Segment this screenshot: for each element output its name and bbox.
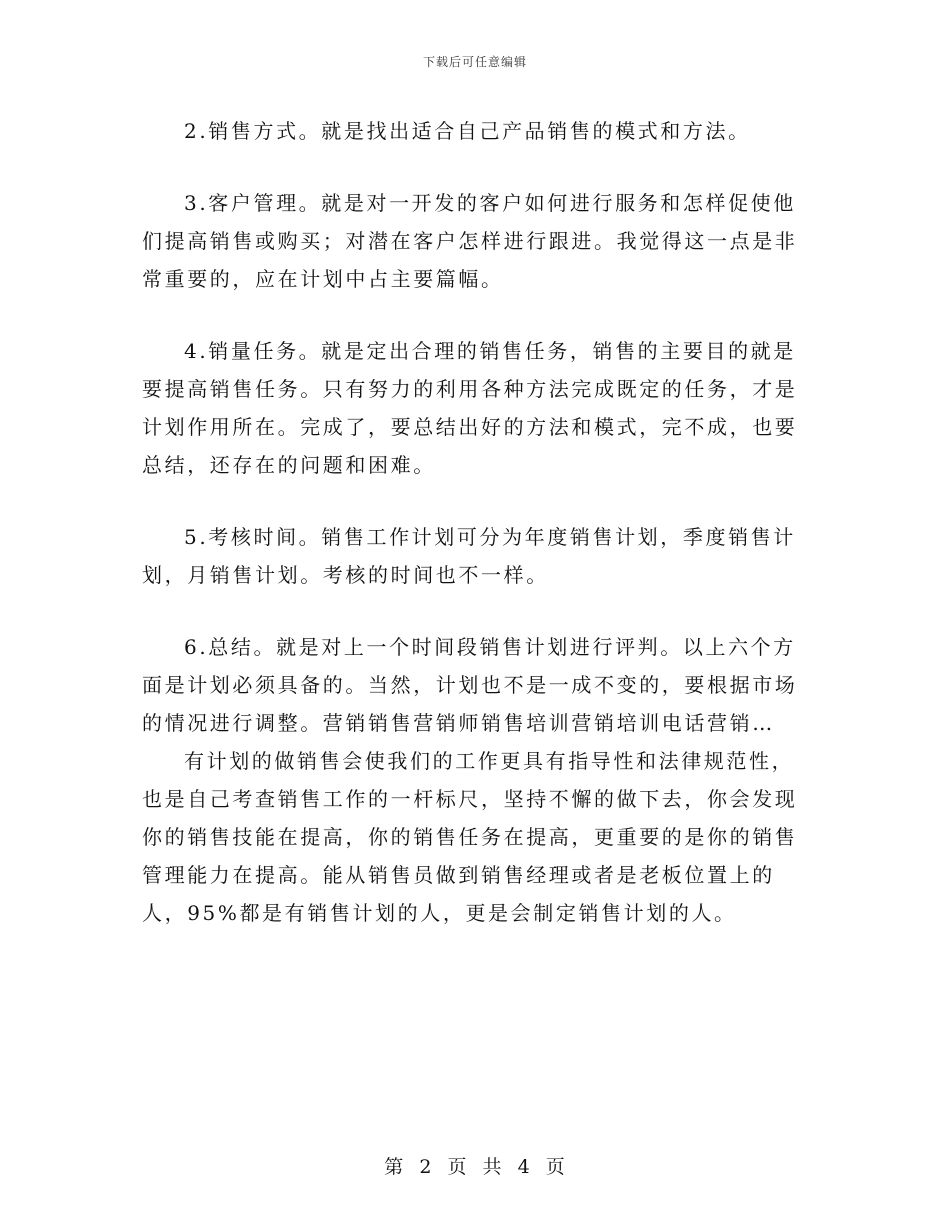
footer-total-word: 共 [482, 1156, 503, 1178]
footer-total-pages: 4 [517, 1156, 531, 1178]
footer-current-page: 2 [419, 1156, 433, 1178]
footer-suffix: 页 [545, 1156, 566, 1178]
page-header: 下载后可任意编辑 [422, 55, 527, 69]
paragraph-summary: 6.总结。就是对上一个时间段销售计划进行评判。以上六个方面是计划必须具备的。当然，计划也不是一成不变的，要根据市场的情况进行调整。营销销售营销师销售培训营销培训电话营销… [142, 635, 798, 735]
paragraph-customer-management: 3.客户管理。就是对一开发的客户如何进行服务和怎样促使他们提高销售或购买；对潜在客户怎样进行跟进。我觉得这一点是非常重要的，应在计划中占主要篇幅。 [142, 191, 798, 291]
paragraph-assessment-time: 5.考核时间。销售工作计划可分为年度销售计划，季度销售计划，月销售计划。考核的时间也不一样。 [142, 525, 796, 587]
footer-page-word: 页 [447, 1156, 468, 1178]
paragraph-sales-method: 2.销售方式。就是找出适合自己产品销售的模式和方法。 [184, 119, 751, 143]
footer-prefix: 第 [384, 1156, 405, 1178]
paragraph-sales-tasks: 4.销量任务。就是定出合理的销售任务，销售的主要目的就是要提高销售任务。只有努力的利用各种方法完成既定的任务，才是计划作用所在。完成了，要总结出好的方法和模式，完不成，也要总结，还存在的问题和困难。 [142, 339, 798, 477]
paragraph-conclusion: 有计划的做销售会使我们的工作更具有指导性和法律规范性，也是自己考查销售工作的一杆标尺，坚持不懈的做下去，你会发现你的销售技能在提高，你的销售任务在提高，更重要的是你的销售管理能力在提高。能从销售员做到销售经理或者是老板位置上的人，95%都是有销售计划的人，更是会制定销售计划的人。 [142, 749, 798, 925]
document-body [142, 112, 806, 932]
page-footer [0, 1152, 950, 1179]
